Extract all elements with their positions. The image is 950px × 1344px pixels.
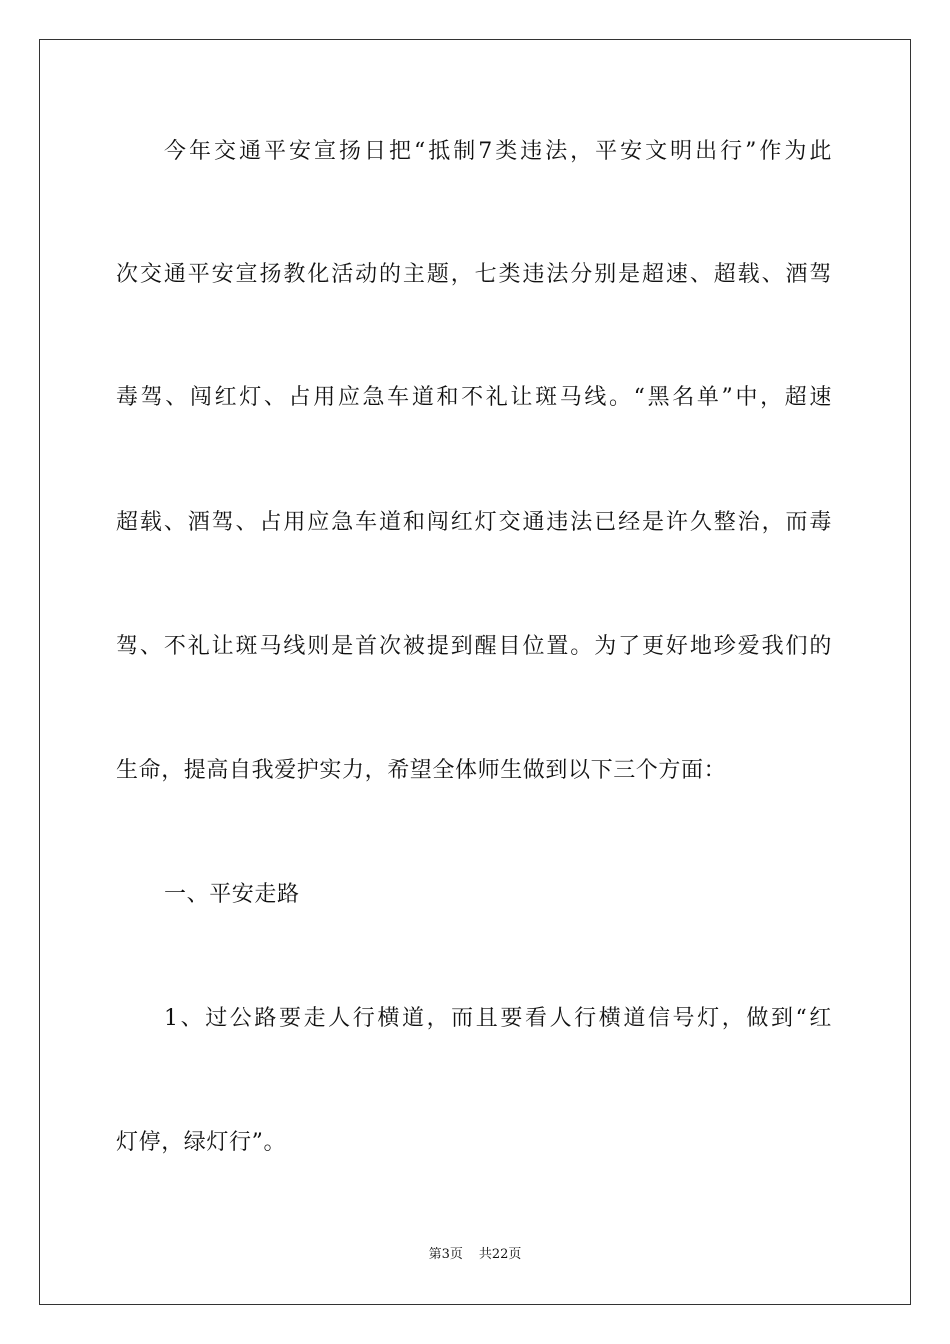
section-heading: 一、平安走路 (164, 882, 300, 907)
page-footer (0, 1246, 950, 1264)
paragraph-line: 灯停，绿灯行”。 (116, 1130, 287, 1155)
paragraph-line: 超载、酒驾、占用应急车道和闯红灯交通违法已经是许久整治，而毒 (116, 510, 832, 535)
paragraph-line: 生命，提高自我爱护实力，希望全体师生做到以下三个方面： (116, 758, 727, 783)
paragraph-line: 驾、不礼让斑马线则是首次被提到醒目位置。为了更好地珍爱我们的 (116, 634, 832, 659)
paragraph-line: 次交通平安宣扬教化活动的主题，七类违法分别是超速、超载、酒驾 (116, 262, 832, 287)
page-total: 共22页 (478, 1247, 522, 1262)
paragraph-line: 1、过公路要走人行横道，而且要看人行横道信号灯，做到“红 (164, 1006, 832, 1031)
paragraph-line: 毒驾、闯红灯、占用应急车道和不礼让斑马线。“黑名单”中，超速 (116, 385, 832, 410)
page-border (39, 39, 911, 1305)
paragraph-line: 今年交通平安宣扬日把“抵制7类违法，平安文明出行”作为此 (164, 139, 832, 164)
page-number: 第3页 (428, 1247, 463, 1262)
